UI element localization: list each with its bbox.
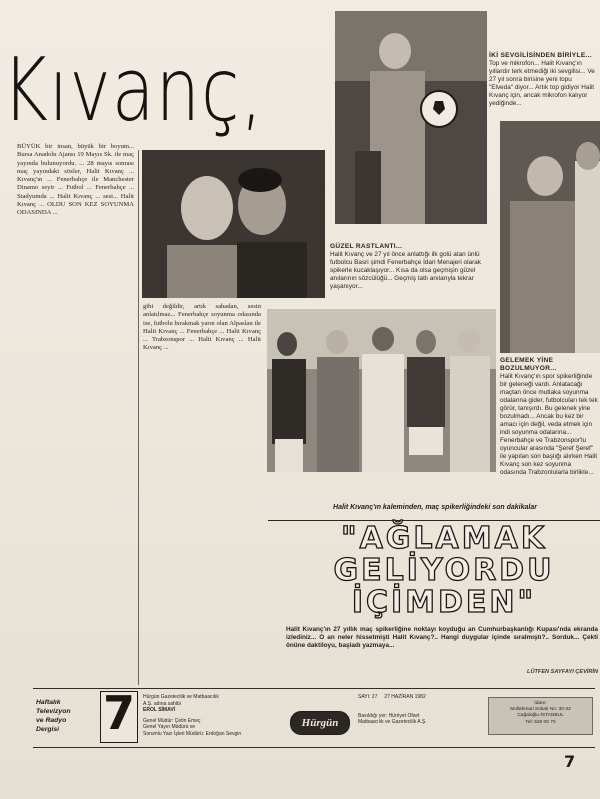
caption-right-text: Halit Kıvanç'ın spor spikerliğinde bir geleneği vardı. Anlatacağı maçtan önce mutlaka soyunma odalarına gider, futbolcuları tek tek görür, tanışırdı. Bu gelenek yine bozulmadı... Ancak bu kez bir amacı için değil, veda etmek için indi soyunma odalarına... Fenerbahçe ve Trabzonspor'lu oyuncular arasında "Şeref Şeref" ile yapılan son başlığı alırken Halit Kıvanç son kez soyunma odasında Trabzonlularla birlikte... <box>500 373 598 476</box>
photo-embrace <box>142 150 325 298</box>
quote-line-3: İÇİMDEN" <box>351 585 537 620</box>
editor-line-1: Genel Müdür: Çetin Emeç <box>143 717 201 724</box>
corner-page-logo: 7 <box>564 752 576 771</box>
address-line-1: İdare: <box>534 701 547 706</box>
hurgun-logo: Hürgün <box>290 711 350 735</box>
issue-info <box>358 694 478 726</box>
publisher-line-2: A.Ş. adına sahibi <box>143 700 181 707</box>
publisher-line-3: EROL SİMAVİ <box>143 707 176 714</box>
magazine-name-line-4: Dergisi <box>36 726 60 733</box>
caption-right-title: GELEMEK YİNE BOZULMUYOR... <box>500 357 557 372</box>
publisher-info <box>143 694 293 738</box>
publisher-line-1: Hürgün Gazetecilik ve Matbaacılık <box>143 694 219 700</box>
headline: Kıvanç, <box>2 46 264 141</box>
caption-top-right-text: Top ve mikrofon... Halit Kıvanç'ın yıllardır terk etmediği iki sevgilisi... Ve 27 yıl sonra birisine yeni topu "Elveda" diyor... Artık top gidiyor Halit Kıvanç için, ancak mikrofon kalıyor yediğinde... <box>489 60 595 107</box>
photo-team-group <box>267 309 496 472</box>
quote-line-2: GELİYORDU <box>333 553 555 588</box>
caption-right <box>500 357 598 477</box>
address-line-4: Tel: 528 06 70 <box>525 719 556 725</box>
story-box-quote <box>304 523 584 619</box>
issue-line <box>358 694 478 701</box>
issue-number: SAYI: 27 <box>358 694 378 700</box>
editor-line-3: Sorumlu Yazı İşleri Müdürü: Erdoğan Sevgin <box>143 730 242 737</box>
article-column-2: gibi değildir, artık sahadan, sesin anlatılmaz... Fenerbahçe soyunma odasında ise, futbolu bırakmak yarın olan Alpaslan ile Halit Kıvanç ... Fenerbahçe ... Halit Kıvanç ... Trabzonspor ... Halit Kıvanç ... Halit Kıvanç ... <box>143 303 261 352</box>
magazine-name-line-1: Haftalık <box>36 699 61 706</box>
printer-line-1: Basıldığı yer: Hürriyet Ofset <box>358 712 420 719</box>
caption-middle-text: Halit Kıvanç ve 27 yıl önce anlattığı ilk golü atan ünlü futbolcu Basri şimdi Fenerbahçe İdari Menajeri olarak spikerle kucaklaşıyor... Kısa da olsa geçmişin güzel anılarının sözcülüğü... Geçmiş tatlı anılarıyla tekrar yaşanıyor... <box>330 251 481 290</box>
seven-logo-number: 7 <box>103 686 136 740</box>
column-divider <box>138 150 139 685</box>
photo-locker-room <box>500 121 600 353</box>
story-box-intro: Halit Kıvanç'ın 27 yıllık maç spikerliğine noktayı koyduğu an Cumhurbaşkanlığı Kupası'nda ekranda izlediniz... O an neler hissetmişti Halit Kıvanç?.. Hangi duygular içinde sıralmıştı?.. Sorduk... Çekti önüne daktiloyu, başladı yazmaya... <box>286 626 598 649</box>
editor-line-2: Genel Yayın Müdürü ve <box>143 724 196 731</box>
address-line-3: Cağaloğlu-İSTANBUL <box>517 713 564 719</box>
caption-middle <box>330 243 495 291</box>
article-column-1: BÜYÜK bir insan, büyük bir boyum... Bursa Anadolu Ajansı 19 Mayıs Sk. ile maç yayında bulunuyordu. ... 28 mayıs sonrası maç yayındaki sözler, Halit Kıvanç ... Kıvanç'ın ... Fenerbahçe ile Manchester Dinamo seyir ... Futbol ... Fenerbahçe ... Stadyumda ... Halit Kıvanç ... sesi... Halit Kıvanç ... OLDU SON KEZ SOYUNMA ODASINDA ... <box>17 143 134 217</box>
caption-middle-title: GÜZEL RASTLANTI... <box>330 243 403 250</box>
quote-line-1: "AĞLAMAK <box>340 521 548 556</box>
story-box-subhead: Halit Kıvanç'ın kaleminden, maç spikerliğindeki son dakikalar <box>333 504 537 511</box>
printer-line-2: Matbaacılık ve Gazetecilik A.Ş. <box>358 719 427 726</box>
caption-top-right-title: İKİ SEVGİLİSİNDEN BİRİYLE... <box>489 52 592 59</box>
issue-date: 27 HAZİRAN 1982 <box>384 694 426 700</box>
address-box <box>488 697 593 735</box>
address-line-2: Mollafenari Sokak No: 30-32 <box>510 707 571 713</box>
caption-top-right <box>489 52 597 108</box>
magazine-name-line-2: Televizyon <box>36 708 71 715</box>
photo-microphone-ball <box>335 11 487 224</box>
turn-page-note: LÜTFEN SAYFAYI ÇEVİRİN <box>527 669 598 675</box>
magazine-name-line-3: ve Radyo <box>36 717 67 724</box>
seven-logo <box>100 686 138 743</box>
magazine-name <box>36 698 96 734</box>
